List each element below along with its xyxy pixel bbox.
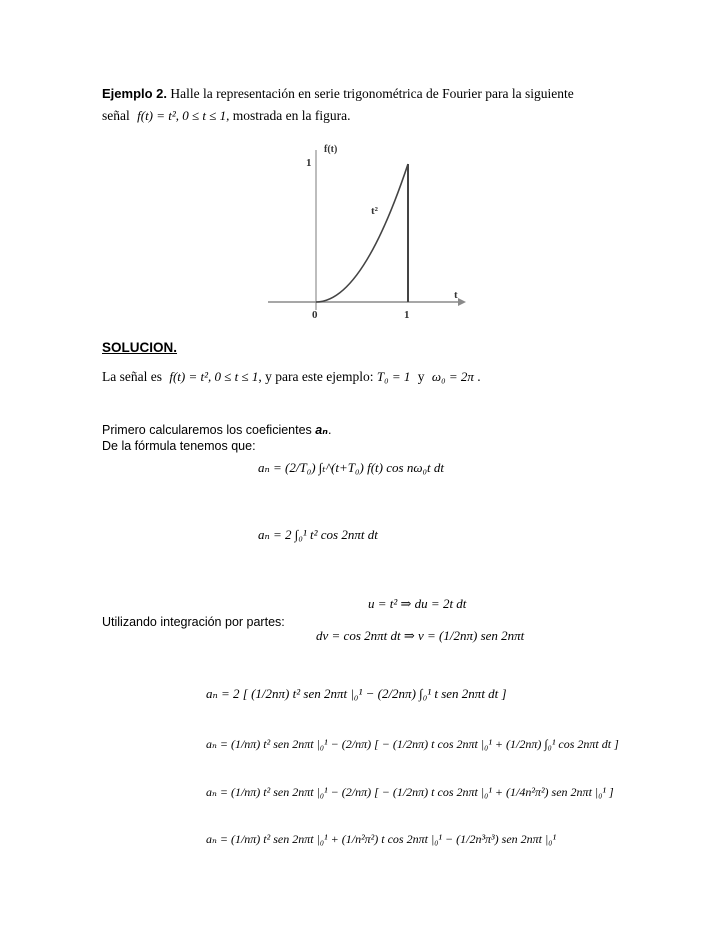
curve-label: t²	[371, 205, 378, 217]
signal-word: señal	[102, 108, 130, 123]
intro-line-1	[102, 86, 574, 102]
intro-statement-2: mostrada en la figura.	[232, 108, 351, 123]
x-tick-1: 1	[404, 309, 410, 321]
equation-6: aₙ = (1/nπ) t² sen 2nπt |₀¹ + (1/n²π²) t cos 2nπt |₀¹ − (1/2n³π³) sen 2nπt |₀¹	[206, 832, 557, 846]
period-value: T₀ = 1	[376, 369, 411, 384]
intro-line-2	[102, 108, 351, 124]
u-substitution: u = t² ⇒ du = 2t dt	[368, 596, 467, 611]
equation-4: aₙ = (1/nπ) t² sen 2nπt |₀¹ − (2/nπ) [ − (1/2nπ) t cos 2nπt |₀¹ + (1/2nπ) ∫₀¹ cos 2nπt dt ]	[206, 737, 619, 751]
equation-1: aₙ = (2/T₀) ∫ₜ^(t+T₀) f(t) cos nω₀t dt	[258, 460, 444, 475]
y-tick-label: 1	[306, 157, 312, 169]
x-tick-0: 0	[312, 309, 318, 321]
dv-substitution: dv = cos 2nπt dt ⇒ v = (1/2nπ) sen 2nπt	[316, 628, 525, 643]
solution-end: .	[477, 369, 481, 384]
parts-label: Utilizando integración por partes:	[102, 615, 285, 629]
coeffs-prefix: Primero calcularemos los coeficientes	[102, 423, 312, 437]
intro-statement-1: Halle la representación en serie trigonométrica de Fourier para la siguiente	[170, 86, 574, 101]
coeffs-symbol: aₙ	[315, 423, 328, 437]
signal-figure	[258, 140, 474, 326]
solution-heading: SOLUCION.	[102, 340, 178, 355]
and-word: y	[417, 369, 425, 384]
equation-2: aₙ = 2 ∫₀¹ t² cos 2nπt dt	[258, 527, 378, 542]
example-label: Ejemplo 2.	[102, 86, 168, 101]
figure-background	[258, 140, 474, 326]
solution-signal-def: f(t) = t², 0 ≤ t ≤ 1	[169, 369, 259, 384]
equation-5: aₙ = (1/nπ) t² sen 2nπt |₀¹ − (2/nπ) [ − (1/2nπ) t cos 2nπt |₀¹ + (1/4n²π²) sen 2nπt |₀¹ ]	[206, 785, 614, 799]
equation-3: aₙ = 2 [ (1/2nπ) t² sen 2nπt |₀¹ − (2/2nπ) ∫₀¹ t sen 2nπt dt ]	[206, 686, 507, 701]
omega-value: ω₀ = 2π	[431, 369, 474, 384]
solution-mid: , y para este ejemplo:	[258, 369, 374, 384]
y-axis-label: f(t)	[324, 144, 338, 155]
solution-prefix: La señal es	[102, 369, 162, 384]
signal-definition: f(t) = t², 0 ≤ t ≤ 1,	[137, 108, 230, 123]
coeffs-line-2: De la fórmula tenemos que:	[102, 439, 256, 453]
coeffs-line-1: Primero calcularemos los coeficientes aₙ.	[102, 423, 332, 437]
x-axis-label: t	[454, 289, 458, 301]
solution-line	[102, 369, 481, 385]
